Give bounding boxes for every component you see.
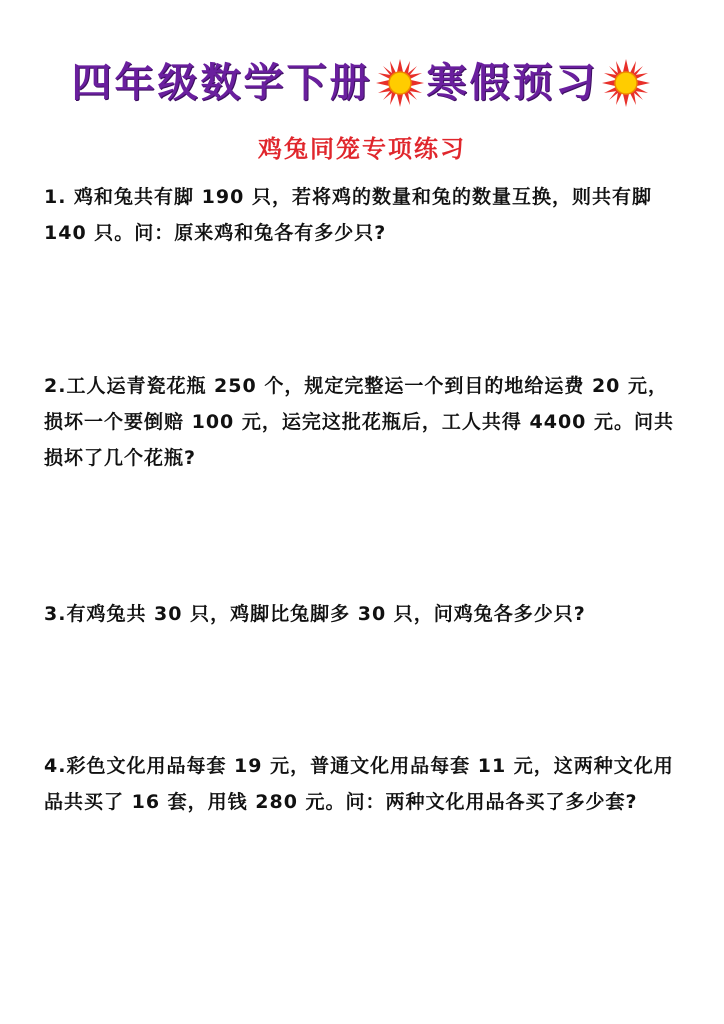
question-line: 损坏一个要倒赔 100 元，运完这批花瓶后，工人共得 4400 元。问共 xyxy=(44,411,675,433)
title-text-left: 四年级数学下册 xyxy=(71,60,373,106)
sun-icon xyxy=(375,58,425,108)
sun-icon xyxy=(601,58,651,108)
question-4 xyxy=(44,748,684,820)
question-line: 损坏了几个花瓶? xyxy=(44,447,197,469)
question-line: 140 只。问：原来鸡和兔各有多少只? xyxy=(44,222,387,244)
question-1 xyxy=(44,179,684,251)
title-row xyxy=(0,52,724,114)
question-line: 4.彩色文化用品每套 19 元，普通文化用品每套 11 元，这两种文化用 xyxy=(44,755,674,777)
title-text-right: 寒假预习 xyxy=(426,60,599,106)
question-line: 1. 鸡和兔共有脚 190 只，若将鸡的数量和兔的数量互换，则共有脚 xyxy=(44,186,652,208)
question-line: 2.工人运青瓷花瓶 250 个，规定完整运一个到目的地给运费 20 元， xyxy=(44,375,668,397)
question-line: 3.有鸡兔共 30 只，鸡脚比兔脚多 30 只，问鸡兔各多少只? xyxy=(44,603,586,625)
question-2 xyxy=(44,368,684,476)
question-line: 品共买了 16 套，用钱 280 元。问：两种文化用品各买了多少套? xyxy=(44,791,638,813)
subtitle: 鸡兔同笼专项练习 xyxy=(258,135,466,163)
question-3 xyxy=(44,596,684,632)
